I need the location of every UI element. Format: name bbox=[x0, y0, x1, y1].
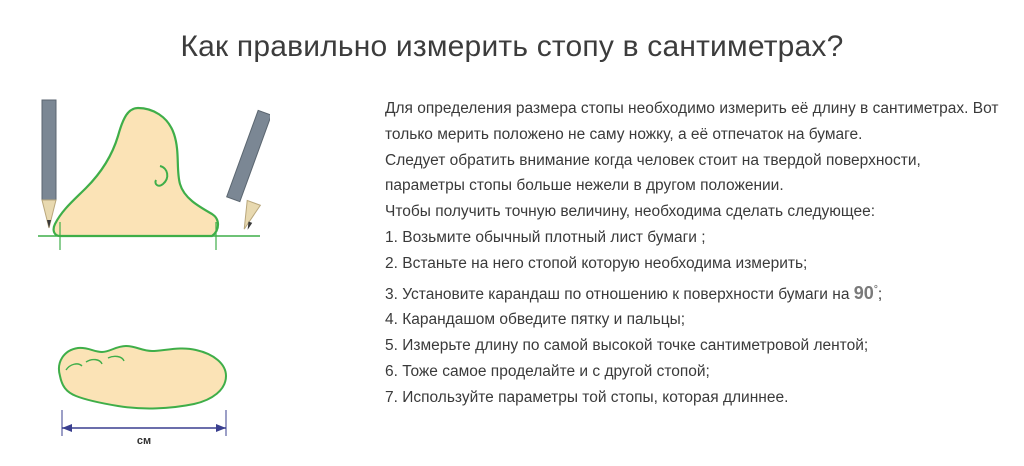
angle-value bbox=[854, 283, 878, 303]
measure-label: см bbox=[136, 435, 152, 447]
steps-list bbox=[385, 225, 1005, 411]
foot-sole-outline-with-measure bbox=[30, 318, 260, 448]
step-item-4: 4. Карандашом обведите пятку и пальцы; bbox=[385, 311, 686, 329]
step-item-3-suffix: ; bbox=[877, 285, 883, 303]
angle-number: 90 bbox=[853, 282, 874, 303]
step-item-3 bbox=[385, 277, 1005, 308]
step-item-5: 5. Измерьте длину по самой высокой точке сантиметровой лентой; bbox=[385, 337, 869, 355]
step-item-3-text: 3. Установите карандаш по отношению к поверхности бумаги на bbox=[385, 285, 850, 303]
paragraph-1: Для определения размера стопы необходимо измерить её длину в сантиметрах. Вот только мерить положено не саму ножку, а её отпечаток на бумаге. bbox=[385, 100, 999, 143]
pencil-left-icon bbox=[42, 100, 56, 228]
instructions-text bbox=[385, 96, 1005, 411]
paragraph-3: Чтобы получить точную величину, необходима сделать следующее: bbox=[385, 203, 876, 221]
illustration-area bbox=[20, 90, 370, 450]
angle-unit: ° bbox=[873, 283, 878, 295]
pencil-right-icon bbox=[227, 110, 270, 231]
step-item-2: 2. Встаньте на него стопой которую необходима измерить; bbox=[385, 254, 808, 272]
step-item-7: 7. Используйте параметры той стопы, которая длиннее. bbox=[385, 388, 789, 406]
step-item-6: 6. Тоже самое проделайте и с другой стопой; bbox=[385, 362, 710, 380]
paragraph-2: Следует обратить внимание когда человек стоит на твердой поверхности, параметры стопы больше нежели в другом положении. bbox=[385, 151, 921, 195]
foot-side-shape bbox=[54, 108, 218, 236]
foot-side-view-with-pencils bbox=[20, 90, 270, 280]
foot-sole-shape bbox=[59, 346, 226, 408]
page-title: Как правильно измерить стопу в сантиметрах? bbox=[180, 30, 844, 63]
step-item-1: 1. Возьмите обычный плотный лист бумаги ; bbox=[385, 228, 706, 246]
